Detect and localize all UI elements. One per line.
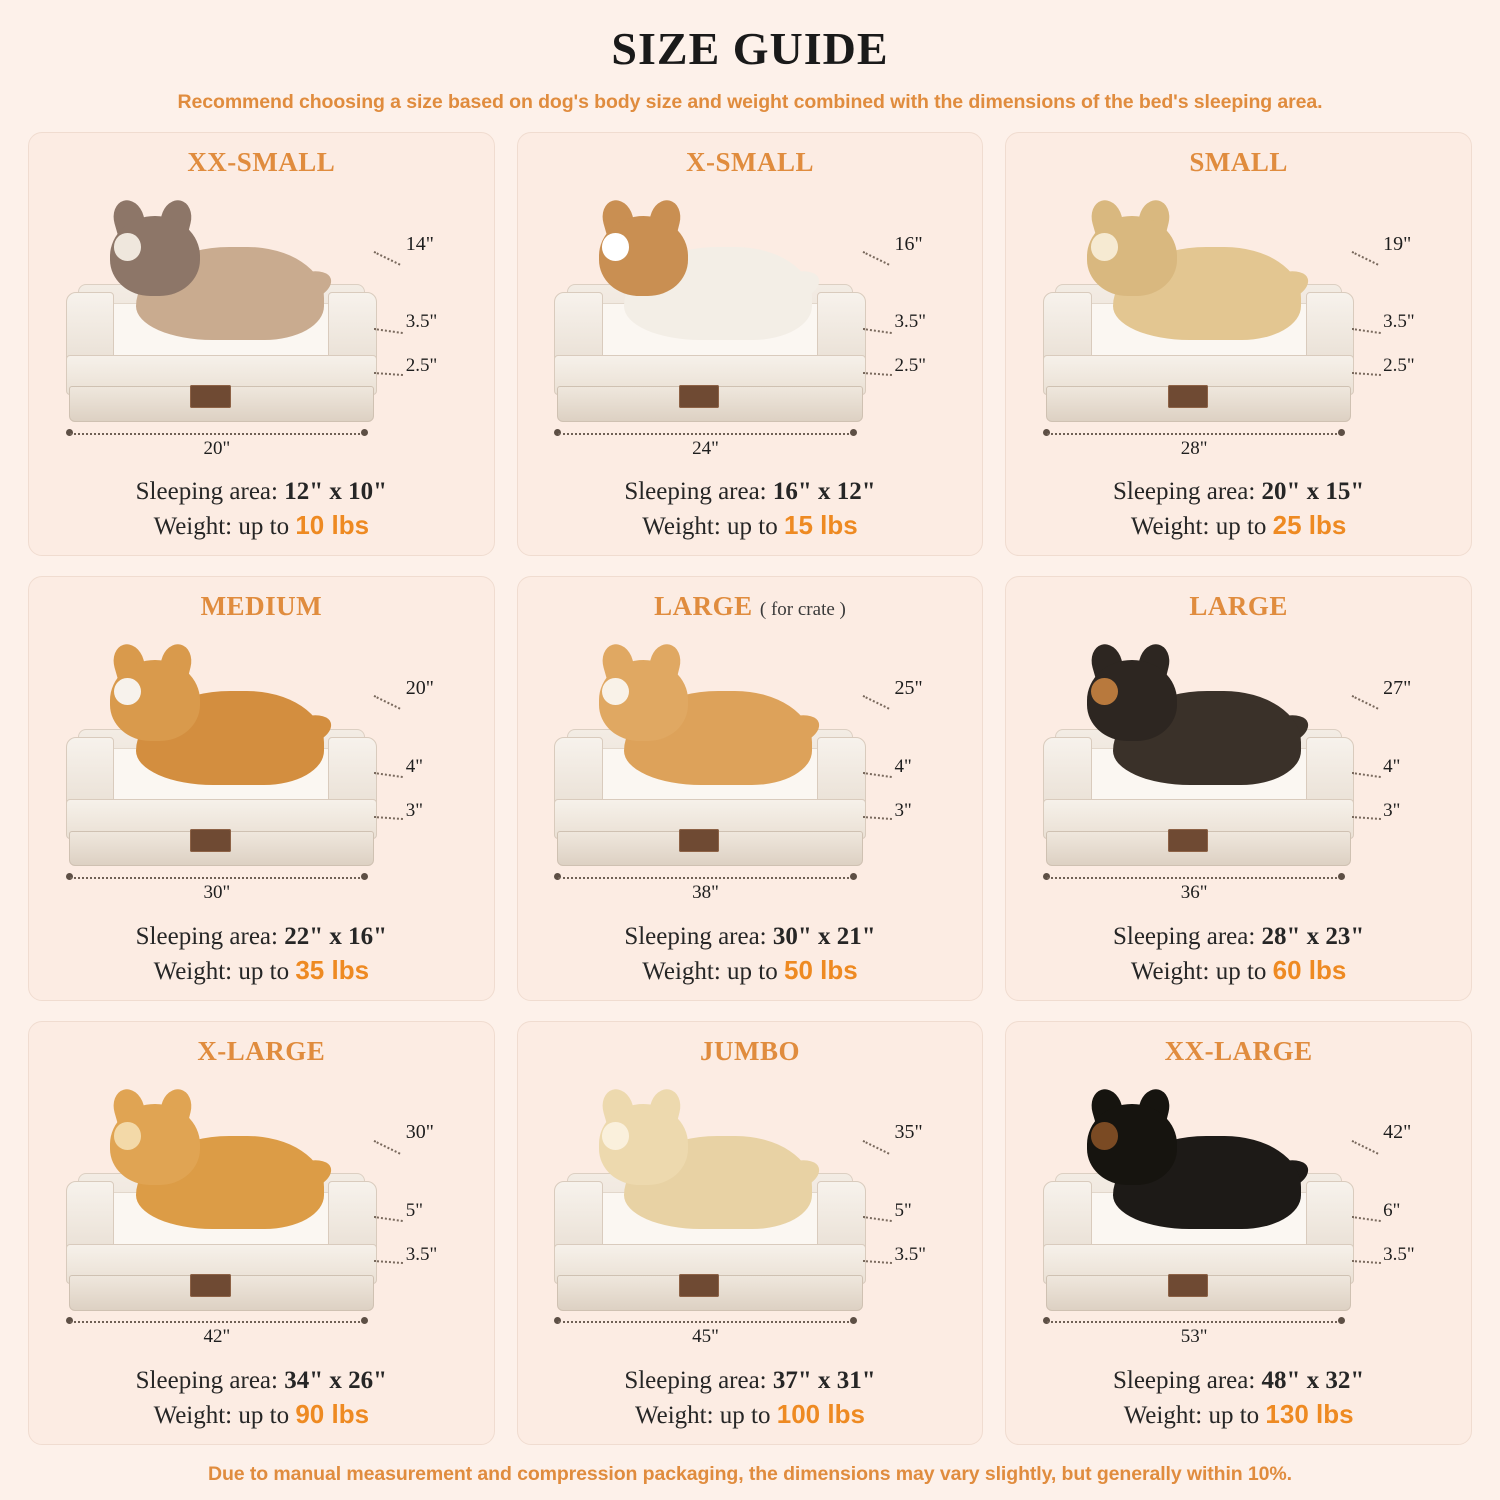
sleeping-area-value: 34" x 26" [284, 1367, 387, 1394]
dim-total-width: 24" [692, 437, 719, 459]
width-dimension [66, 427, 368, 459]
bed-illustration [39, 178, 484, 473]
sleeping-area-row [1113, 1364, 1364, 1397]
width-dimension [66, 871, 368, 904]
height-dimensions [861, 1114, 959, 1297]
weight-value: 130 lbs [1265, 1399, 1354, 1429]
weight-value: 90 lbs [295, 1399, 370, 1429]
card-specs [136, 920, 387, 988]
leader-line-base [374, 816, 403, 820]
size-card [28, 132, 495, 556]
size-card [28, 576, 495, 1000]
sleeping-area-row [624, 920, 875, 953]
dim-bolster-height: 4" [405, 755, 424, 777]
card-title [197, 1036, 325, 1067]
dim-cap-right [361, 429, 368, 436]
leader-line-bolster [1352, 328, 1381, 334]
dim-base-height: 3.5" [405, 1243, 438, 1265]
dim-line [70, 433, 364, 435]
dim-total-width: 53" [1180, 1326, 1208, 1348]
dim-total-height: 42" [1383, 1121, 1412, 1144]
card-specs [136, 475, 387, 543]
height-dimensions [1350, 670, 1448, 853]
weight-row [136, 508, 387, 543]
dim-bolster-height: 3.5" [1383, 311, 1415, 333]
dog-muzzle [114, 233, 141, 260]
weight-label: Weight: up to [153, 957, 290, 985]
size-card [517, 132, 984, 556]
weight-value: 15 lbs [784, 510, 858, 541]
sleeping-area-label: Sleeping area: [1112, 1367, 1256, 1394]
card-specs [1113, 1364, 1364, 1432]
dim-line [558, 1321, 852, 1323]
leader-line-bolster [1352, 1216, 1381, 1222]
dim-line [1047, 877, 1341, 879]
brand-tag [190, 829, 230, 852]
footnote: Due to manual measurement and compression packaging, the dimensions may vary slightly, but generally within 10%. [208, 1463, 1292, 1485]
card-title [700, 1036, 800, 1067]
sleeping-area-value: 30" x 21" [772, 922, 876, 950]
card-specs [136, 1364, 387, 1432]
weight-label: Weight: up to [153, 513, 290, 541]
sleeping-area-label: Sleeping area: [1112, 478, 1256, 506]
dog-head [1087, 660, 1177, 741]
bed-illustration [1016, 622, 1461, 917]
card-title [187, 147, 335, 178]
width-dimension [554, 427, 856, 459]
weight-row [136, 953, 387, 988]
sleeping-area-label: Sleeping area: [624, 1367, 767, 1394]
weight-row [136, 1397, 387, 1432]
width-dimension [1043, 1315, 1345, 1348]
sleeping-area-value: 48" x 32" [1261, 1367, 1365, 1394]
sleeping-area-label: Sleeping area: [135, 1367, 278, 1394]
dog-head [599, 1104, 689, 1185]
dim-bolster-height: 6" [1383, 1199, 1401, 1221]
brand-tag [190, 385, 230, 408]
leader-line-height [1351, 695, 1378, 710]
dog-muzzle [602, 233, 629, 260]
dim-base-height: 3.5" [1383, 1243, 1415, 1265]
dim-total-height: 25" [894, 676, 923, 699]
dim-line [1047, 433, 1341, 435]
dim-total-height: 20" [405, 676, 434, 699]
dog-head [599, 216, 689, 297]
dim-base-height: 2.5" [894, 355, 926, 377]
leader-line-base [374, 372, 403, 376]
sleeping-area-value: 37" x 31" [772, 1367, 876, 1394]
weight-label: Weight: up to [642, 957, 778, 985]
card-specs [1113, 475, 1364, 543]
sleeping-area-row [136, 475, 387, 508]
sleeping-area-label: Sleeping area: [1112, 922, 1256, 950]
sleeping-area-label: Sleeping area: [135, 478, 278, 506]
weight-label: Weight: up to [153, 1402, 290, 1429]
leader-line-base [863, 1260, 892, 1264]
card-size-name: JUMBO [699, 1035, 800, 1066]
dim-base-height: 3" [894, 799, 912, 821]
sleeping-area-row [624, 475, 875, 508]
card-size-name: LARGE [654, 591, 753, 622]
leader-line-height [374, 695, 401, 710]
dim-cap-right [1338, 873, 1345, 880]
size-card [517, 576, 984, 1000]
weight-row [1113, 508, 1364, 543]
weight-value: 100 lbs [776, 1399, 865, 1429]
dim-line [558, 433, 852, 435]
bed-illustration [39, 1067, 484, 1362]
card-specs [624, 475, 875, 543]
leader-line-base [1352, 372, 1381, 376]
card-size-name: LARGE [1189, 591, 1288, 622]
card-title-suffix: ( for crate ) [759, 599, 846, 621]
dog-muzzle [602, 678, 629, 705]
weight-value: 35 lbs [295, 954, 370, 985]
weight-label: Weight: up to [642, 513, 778, 541]
height-dimensions [373, 670, 471, 853]
size-card [28, 1021, 495, 1445]
sleeping-area-row [136, 920, 387, 953]
card-size-name: X-SMALL [685, 147, 814, 177]
size-card-grid [28, 132, 1472, 1445]
sleeping-area-label: Sleeping area: [624, 922, 767, 950]
dim-total-width: 36" [1180, 882, 1208, 904]
dim-total-width: 42" [203, 1326, 231, 1348]
dim-base-height: 3" [1383, 799, 1401, 821]
sleeping-area-row [624, 1364, 875, 1397]
dim-total-height: 16" [894, 232, 923, 255]
width-dimension [554, 1315, 856, 1348]
brand-tag [679, 385, 719, 408]
dim-total-width: 38" [692, 882, 719, 904]
leader-line-bolster [863, 1216, 892, 1222]
dim-total-height: 27" [1383, 676, 1412, 699]
dim-cap-right [1338, 1317, 1345, 1324]
bed-illustration [39, 622, 484, 917]
dog-head [1087, 1104, 1177, 1185]
dog-shih-tzu [599, 211, 812, 341]
bed-illustration [1016, 1067, 1461, 1362]
card-size-name: X-LARGE [197, 1035, 326, 1066]
dim-line [70, 1321, 364, 1323]
dog-labrador [599, 1099, 812, 1229]
leader-line-bolster [863, 772, 892, 778]
dim-base-height: 3.5" [894, 1243, 926, 1265]
dim-base-height: 3" [405, 799, 424, 821]
card-specs [1113, 920, 1364, 988]
weight-row [624, 508, 875, 543]
size-card [517, 1021, 984, 1445]
dim-total-height: 14" [405, 232, 434, 255]
sleeping-area-row [1113, 920, 1364, 953]
sleeping-area-value: 20" x 15" [1261, 478, 1365, 506]
dim-bolster-height: 4" [1383, 755, 1401, 777]
card-title [1189, 147, 1288, 178]
height-dimensions [373, 225, 471, 408]
sleeping-area-row [1113, 475, 1364, 508]
brand-tag [1168, 1274, 1208, 1297]
size-card [1005, 1021, 1472, 1445]
dim-cap-right [1338, 429, 1345, 436]
dim-bolster-height: 4" [894, 755, 912, 777]
dog-shiba-inu [599, 655, 812, 785]
dim-line [1047, 1321, 1341, 1323]
weight-row [1113, 953, 1364, 988]
dim-cap-right [361, 873, 368, 880]
weight-value: 25 lbs [1272, 510, 1347, 541]
dog-rottweiler [1087, 1099, 1300, 1229]
weight-value: 10 lbs [295, 510, 370, 541]
dim-bolster-height: 3.5" [405, 311, 438, 333]
dim-total-height: 35" [894, 1121, 923, 1144]
card-title [686, 147, 814, 178]
dog-corgi [110, 655, 323, 785]
sleeping-area-value: 28" x 23" [1261, 922, 1365, 950]
leader-line-height [863, 1140, 890, 1155]
dim-base-height: 2.5" [1383, 355, 1415, 377]
page-subtitle: Recommend choosing a size based on dog's body size and weight combined with the dimensions of the bed's sleeping area. [177, 91, 1323, 113]
leader-line-base [1352, 816, 1381, 820]
card-title [201, 591, 322, 622]
card-size-name: MEDIUM [200, 591, 323, 622]
dog-head [1087, 216, 1177, 297]
weight-label: Weight: up to [1130, 957, 1267, 985]
leader-line-bolster [863, 328, 892, 334]
leader-line-base [1352, 1260, 1381, 1264]
card-title [1165, 1036, 1313, 1067]
leader-line-height [863, 695, 890, 710]
dog-cat [110, 211, 323, 341]
bed-illustration [528, 622, 973, 917]
dim-total-width: 30" [203, 882, 231, 904]
bed-illustration [528, 1067, 973, 1362]
card-size-name: XX-LARGE [1164, 1035, 1313, 1066]
dog-french-bulldog [1087, 211, 1300, 341]
leader-line-base [374, 1260, 403, 1264]
dog-golden-retriever [110, 1099, 323, 1229]
card-size-name: XX-SMALL [187, 147, 336, 177]
card-specs [624, 920, 875, 988]
dim-cap-right [850, 873, 857, 880]
dog-head [110, 216, 200, 297]
height-dimensions [373, 1114, 471, 1297]
weight-label: Weight: up to [635, 1402, 771, 1429]
dog-muzzle [1091, 678, 1118, 705]
dim-line [70, 877, 364, 879]
weight-row [1113, 1397, 1364, 1432]
dog-head [110, 1104, 200, 1185]
brand-tag [679, 1274, 719, 1297]
weight-value: 50 lbs [784, 954, 858, 985]
weight-value: 60 lbs [1272, 954, 1347, 985]
dim-line [558, 877, 852, 879]
leader-line-bolster [374, 328, 403, 334]
brand-tag [190, 1274, 230, 1297]
page-title: SIZE GUIDE [611, 23, 889, 74]
height-dimensions [1350, 1114, 1448, 1297]
dim-cap-right [850, 1317, 857, 1324]
leader-line-height [374, 251, 401, 266]
leader-line-height [1351, 251, 1378, 266]
leader-line-bolster [1352, 772, 1381, 778]
weight-label: Weight: up to [1130, 513, 1267, 541]
width-dimension [1043, 871, 1345, 904]
card-size-name: SMALL [1189, 147, 1288, 177]
height-dimensions [1350, 225, 1448, 408]
dim-total-width: 20" [203, 437, 231, 459]
dim-base-height: 2.5" [405, 355, 438, 377]
dog-muzzle [602, 1122, 629, 1149]
dim-total-height: 19" [1383, 232, 1412, 255]
weight-row [624, 953, 875, 988]
leader-line-base [863, 372, 892, 376]
leader-line-bolster [374, 1216, 403, 1222]
size-card [1005, 576, 1472, 1000]
dim-bolster-height: 5" [405, 1199, 424, 1221]
width-dimension [66, 1315, 368, 1348]
sleeping-area-value: 12" x 10" [284, 478, 387, 506]
dim-total-width: 28" [1180, 437, 1208, 459]
weight-label: Weight: up to [1123, 1402, 1260, 1429]
dim-cap-right [361, 1317, 368, 1324]
width-dimension [1043, 427, 1345, 459]
dog-border-collie [1087, 655, 1300, 785]
dog-muzzle [1091, 1122, 1118, 1149]
brand-tag [1168, 829, 1208, 852]
leader-line-height [863, 251, 890, 266]
leader-line-bolster [374, 772, 403, 778]
dim-bolster-height: 5" [894, 1199, 912, 1221]
dim-total-width: 45" [692, 1326, 719, 1348]
card-title [654, 591, 846, 622]
dog-head [599, 660, 689, 741]
dim-cap-right [850, 429, 857, 436]
dog-muzzle [1091, 233, 1118, 260]
dog-muzzle [114, 1122, 141, 1149]
sleeping-area-label: Sleeping area: [135, 922, 278, 950]
dim-bolster-height: 3.5" [894, 311, 926, 333]
sleeping-area-row [136, 1364, 387, 1397]
dim-total-height: 30" [405, 1121, 434, 1144]
brand-tag [679, 829, 719, 852]
sleeping-area-label: Sleeping area: [624, 478, 767, 506]
card-title [1189, 591, 1288, 622]
width-dimension [554, 871, 856, 904]
weight-row [624, 1397, 875, 1432]
height-dimensions [861, 670, 959, 853]
brand-tag [1168, 385, 1208, 408]
leader-line-height [374, 1140, 401, 1155]
sleeping-area-value: 16" x 12" [772, 478, 876, 506]
height-dimensions [861, 225, 959, 408]
card-specs [624, 1364, 875, 1432]
leader-line-height [1351, 1140, 1378, 1155]
size-card [1005, 132, 1472, 556]
bed-illustration [528, 178, 973, 473]
dog-head [110, 660, 200, 741]
bed-illustration [1016, 178, 1461, 473]
leader-line-base [863, 816, 892, 820]
sleeping-area-value: 22" x 16" [284, 922, 387, 950]
dog-muzzle [114, 678, 141, 705]
